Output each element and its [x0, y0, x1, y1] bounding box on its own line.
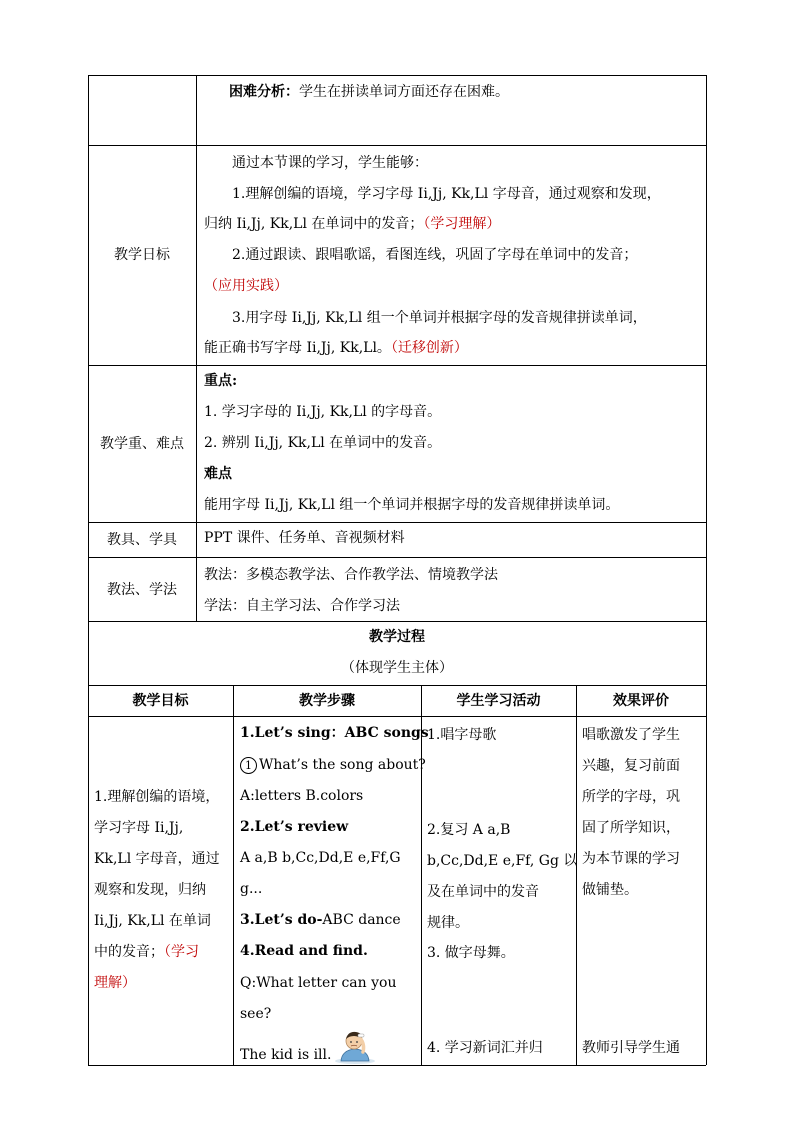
- activity-2-line3: 及在单词中的发音: [427, 884, 539, 900]
- difficulty-text: 学生在拼读单词方面还存在困难。: [299, 84, 509, 100]
- difficulty-label: 困难分析：: [229, 84, 299, 100]
- objective-3-text: 能正确书写字母 Ii,Jj, Kk,Ll。: [204, 340, 391, 356]
- step-4-question-line1: Q:What letter can you: [240, 975, 397, 991]
- activity-4: 4. 学习新词汇并归: [427, 1040, 543, 1056]
- evaluation-line-2: 教师引导学生通: [582, 1040, 680, 1056]
- activity-2-line4: 规律。: [427, 915, 469, 931]
- step-3-title: 3.Let’s do-: [240, 912, 323, 928]
- activity-2-line2: b,Cc,Dd,E e,Ff, Gg 以: [427, 853, 578, 869]
- step-1-options: A:letters B.colors: [240, 788, 364, 804]
- sick-kid-illustration: [332, 1028, 378, 1064]
- key-point-1: 1. 学习字母的 Ii,Jj, Kk,Ll 的字母音。: [204, 404, 442, 420]
- methods-label: 教法、学法: [107, 582, 177, 598]
- step-1-question-text: What’s the song about?: [259, 757, 426, 773]
- objective-3-line1: 3.用字母 Ii,Jj, Kk,Ll 组一个单词并根据字母的发音规律拼读单词，: [232, 310, 647, 326]
- step-1-question: [240, 757, 426, 774]
- evaluation-line: 做铺垫。: [582, 882, 638, 898]
- header-goal: 教学目标: [132, 693, 189, 709]
- hard-point-1: 能用字母 Ii,Jj, Kk,Ll 组一个单词并根据字母的发音规律拼读单词。: [204, 497, 620, 513]
- process-subtitle: （体现学生主体）: [341, 660, 453, 676]
- evaluation-line: 为本节课的学习: [582, 851, 680, 867]
- process-title: 教学过程: [369, 629, 425, 645]
- objective-1-line2: [204, 216, 500, 232]
- evaluation-line: 所学的字母，巩: [582, 789, 680, 805]
- teach-method: 教法：多模态教学法、合作教学法、情境教学法: [204, 567, 498, 583]
- step-3-text: ABC dance: [322, 912, 401, 928]
- goal-line: Kk,Ll 字母音，通过: [94, 851, 220, 867]
- goal-line: [94, 944, 199, 960]
- step-4-title: 4.Read and find.: [240, 943, 368, 959]
- header-evaluation: 效果评价: [613, 693, 669, 709]
- objectives-intro: 通过本节课的学习，学生能够：: [232, 155, 428, 171]
- number-circle-icon: 1: [240, 757, 257, 774]
- difficulty-row: [229, 84, 509, 100]
- goal-tag-end: 理解）: [94, 975, 136, 991]
- key-points-label: 教学重、难点: [100, 436, 184, 452]
- objective-1-line1: 1.理解创编的语境，学习字母 Ii,Jj, Kk,Ll 字母音，通过观察和发现，: [232, 186, 661, 202]
- evaluation-line: 唱歌激发了学生: [582, 727, 680, 743]
- tools-label: 教具、学具: [107, 532, 177, 548]
- activity-3: 3. 做字母舞。: [427, 945, 515, 961]
- tools-text: PPT 课件、任务单、音视频材料: [204, 530, 405, 546]
- step-4-kid-sentence: The kid is ill.: [240, 1047, 332, 1063]
- goal-line: 1.理解创编的语境，: [94, 789, 220, 805]
- step-4-question-line2: see?: [240, 1006, 272, 1022]
- goal-tag: （学习: [164, 944, 199, 960]
- evaluation-line: 兴趣，复习前面: [582, 758, 680, 774]
- goal-line: Ii,Jj, Kk,Ll 在单词: [94, 913, 211, 929]
- objectives-label: 教学日标: [114, 247, 170, 263]
- objective-3-tag: （迁移创新）: [390, 340, 468, 356]
- step-3: [240, 912, 401, 928]
- objective-2-line1: 2.通过跟读、跟唱歌谣，看图连线，巩固了字母在单词中的发音；: [232, 247, 638, 263]
- objective-1-text: 归纳 Ii,Jj, Kk,Ll 在单词中的发音；: [204, 216, 424, 232]
- step-2-line2: g...: [240, 881, 263, 897]
- step-2-title: 2.Let’s review: [240, 819, 349, 835]
- hard-title: 难点: [204, 466, 232, 482]
- step-1-title: 1.Let’s sing：ABC songs: [240, 725, 429, 741]
- objective-3-line2: [204, 340, 468, 356]
- key-title: 重点:: [204, 373, 238, 389]
- evaluation-line: 固了所学知识，: [582, 820, 680, 836]
- learn-method: 学法：自主学习法、合作学习法: [204, 598, 400, 614]
- goal-line: 学习字母 Ii,Jj,: [94, 820, 184, 836]
- objective-2-tag: （应用实践）: [204, 278, 288, 294]
- header-steps: 教学步骤: [299, 693, 355, 709]
- step-2-line1: A a,B b,Cc,Dd,E e,Ff,G: [240, 850, 401, 866]
- goal-line-text: 中的发音；: [94, 944, 164, 960]
- objective-1-tag: （学习理解）: [423, 216, 501, 232]
- activity-1: 1.唱字母歌: [427, 727, 497, 743]
- header-activities: 学生学习活动: [456, 693, 541, 709]
- key-point-2: 2. 辨别 Ii,Jj, Kk,Ll 在单词中的发音。: [204, 435, 442, 451]
- goal-line: 观察和发现，归纳: [94, 882, 206, 898]
- activity-2-line1: 2.复习 A a,B: [427, 822, 511, 838]
